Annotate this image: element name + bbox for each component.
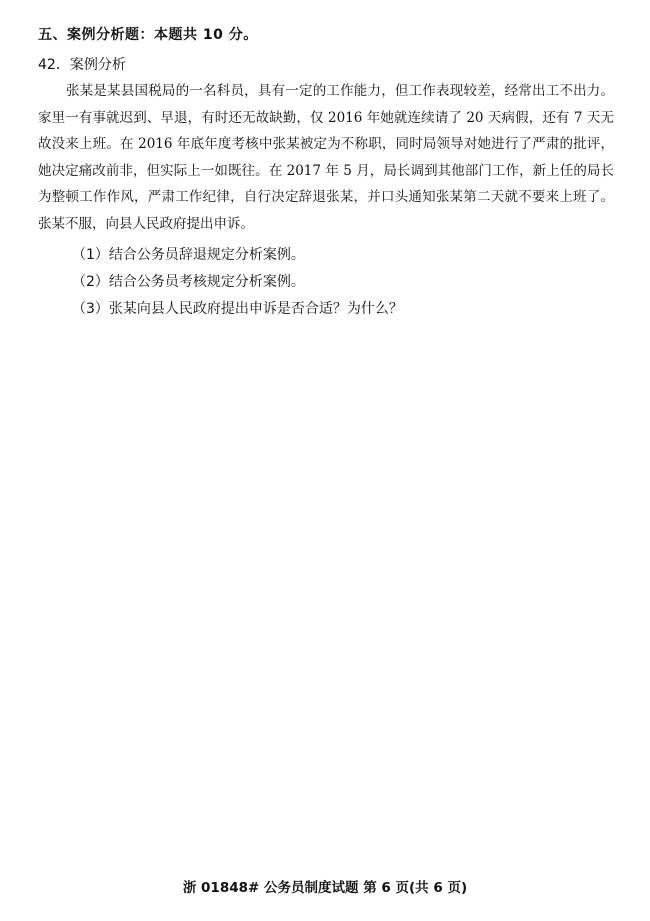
section-heading: 五、案例分析题：本题共 10 分。 [38,27,258,43]
sub-question-list [72,242,403,323]
page-footer: 浙 01848# 公务员制度试题 第 6 页(共 6 页) [182,880,468,896]
sub-question-1: （1）结合公务员辞退规定分析案例。 [72,247,305,263]
case-description: 张某是某县国税局的一名科员，具有一定的工作能力，但工作表现较差，经常出工不出力。家里一有事就迟到、早退，有时还无故缺勤，仅 2016 年她就连续请了 20 天病假，还有 7 天无故没来上班。在 2016 年底年度考核中张某被定为不称职，同时局领导对她进行了严肃的批评，她决定痛改前非，但实际上一如既往。在 2017 年 5 月，局长调到其他部门工作，新上任的局长为整顿工作作风，严肃工作纪律，自行决定辞退张某，并口头通知张某第二天就不要来上班了。张某不服，向县人民政府提出申诉。 [38,83,614,232]
question-title: 42．案例分析 [38,57,126,73]
sub-question-2: （2）结合公务员考核规定分析案例。 [72,274,305,290]
sub-question-3: （3）张某向县人民政府提出申诉是否合适？为什么？ [72,301,403,317]
